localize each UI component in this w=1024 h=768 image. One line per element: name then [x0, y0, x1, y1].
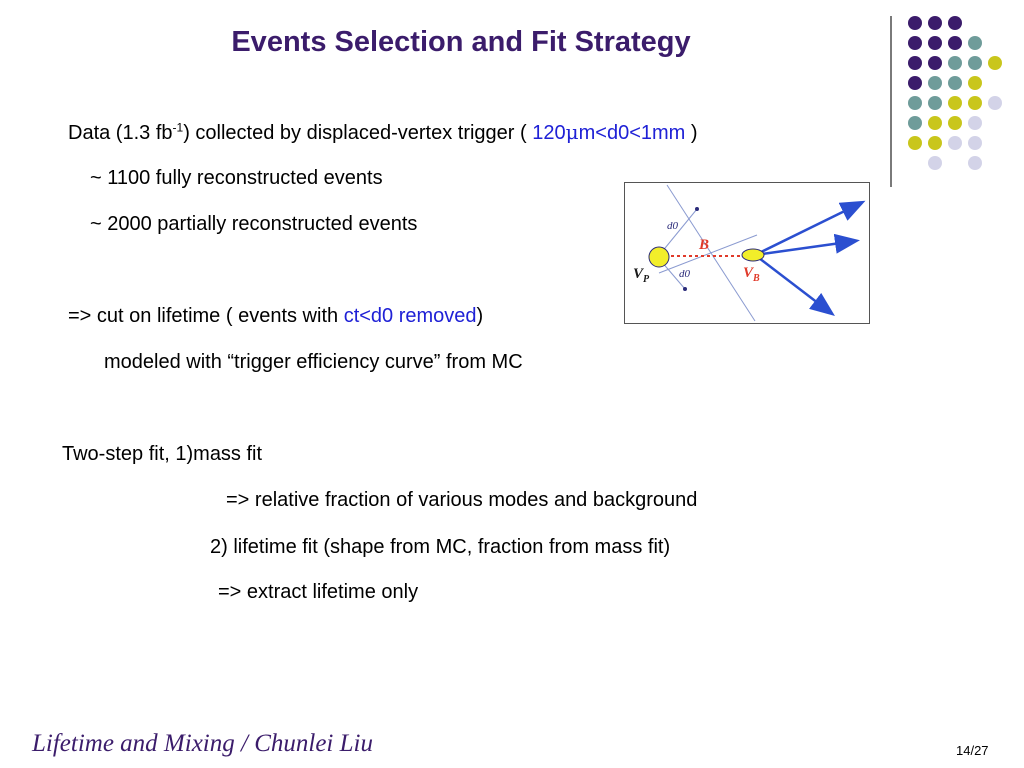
- b-meson-label: B: [699, 237, 710, 253]
- deco-dot: [968, 56, 982, 70]
- secondary-vertex: [742, 249, 764, 261]
- page-number: 14/27: [956, 743, 989, 758]
- deco-dot: [908, 56, 922, 70]
- deco-dot: [968, 36, 982, 50]
- deco-dot: [908, 136, 922, 150]
- d0-range-text: m<d0<1mm: [578, 122, 686, 144]
- displaced-vertex-diagram: [624, 182, 870, 324]
- mu-symbol: μ: [565, 120, 579, 144]
- deco-dot: [948, 16, 962, 30]
- fit-step-one-result-line: => relative fraction of various modes and background: [226, 489, 698, 511]
- deco-dot: [968, 116, 982, 130]
- fit-step-one-line: Two-step fit, 1)mass fit: [62, 443, 263, 465]
- deco-dot: [948, 116, 962, 130]
- decorative-dot-grid: [904, 12, 1014, 172]
- fit-step-two-result-line: => extract lifetime only: [218, 581, 419, 603]
- deco-dot: [948, 36, 962, 50]
- deco-dot: [968, 96, 982, 110]
- deco-dot: [908, 36, 922, 50]
- data-line-suffix: ): [685, 122, 698, 144]
- deco-dot: [968, 136, 982, 150]
- footer-title: Lifetime and Mixing / Chunlei Liu: [32, 730, 373, 757]
- deco-dot: [948, 56, 962, 70]
- lifetime-cut-line: [68, 305, 483, 328]
- deco-dot: [928, 156, 942, 170]
- title-divider-line: [890, 16, 892, 187]
- deco-dot: [928, 116, 942, 130]
- d0-label-top: d0: [667, 220, 678, 232]
- data-line-prefix: Data (1.3 fb: [68, 122, 173, 144]
- deco-dot: [968, 156, 982, 170]
- fit-step-two-line: 2) lifetime fit (shape from MC, fraction from mass fit): [210, 536, 671, 558]
- deco-dot: [948, 136, 962, 150]
- deco-dot: [928, 36, 942, 50]
- deco-dot: [988, 56, 1002, 70]
- trigger-efficiency-line: modeled with “trigger efficiency curve” from MC: [104, 351, 523, 373]
- deco-dot: [908, 16, 922, 30]
- d0-range-number: 120: [532, 122, 566, 144]
- vb-label: $V_B$: [743, 265, 760, 284]
- deco-dot: [948, 76, 962, 90]
- deco-dot: [988, 96, 1002, 110]
- deco-dot: [928, 96, 942, 110]
- primary-vertex: [649, 247, 669, 267]
- decay-track-arrow: [755, 255, 831, 313]
- slide-title: Events Selection and Fit Strategy: [231, 26, 691, 58]
- fully-reconstructed-line: ~ 1100 fully reconstructed events: [90, 167, 383, 189]
- partially-reconstructed-line: ~ 2000 partially reconstructed events: [90, 213, 418, 235]
- data-line-superscript: -1: [172, 120, 184, 135]
- d0-label-bottom: d0: [679, 268, 690, 280]
- cut-line-highlight: ct<d0 removed: [343, 305, 477, 327]
- deco-dot: [908, 116, 922, 130]
- deco-dot: [928, 56, 942, 70]
- cut-line-prefix: => cut on lifetime ( events with: [68, 305, 344, 327]
- vp-label: $V_P$: [633, 266, 650, 285]
- deco-dot: [928, 136, 942, 150]
- deco-dot: [908, 76, 922, 90]
- data-trigger-line: [68, 120, 698, 145]
- deco-dot: [968, 76, 982, 90]
- deco-dot: [948, 96, 962, 110]
- vertex-diagram-svg: [625, 183, 869, 323]
- cut-line-suffix: ): [476, 305, 484, 327]
- deco-dot: [928, 76, 942, 90]
- deco-dot: [928, 16, 942, 30]
- track-point: [695, 207, 699, 211]
- track-point: [683, 287, 687, 291]
- deco-dot: [908, 96, 922, 110]
- data-line-middle: ) collected by displaced-vertex trigger (: [183, 122, 533, 144]
